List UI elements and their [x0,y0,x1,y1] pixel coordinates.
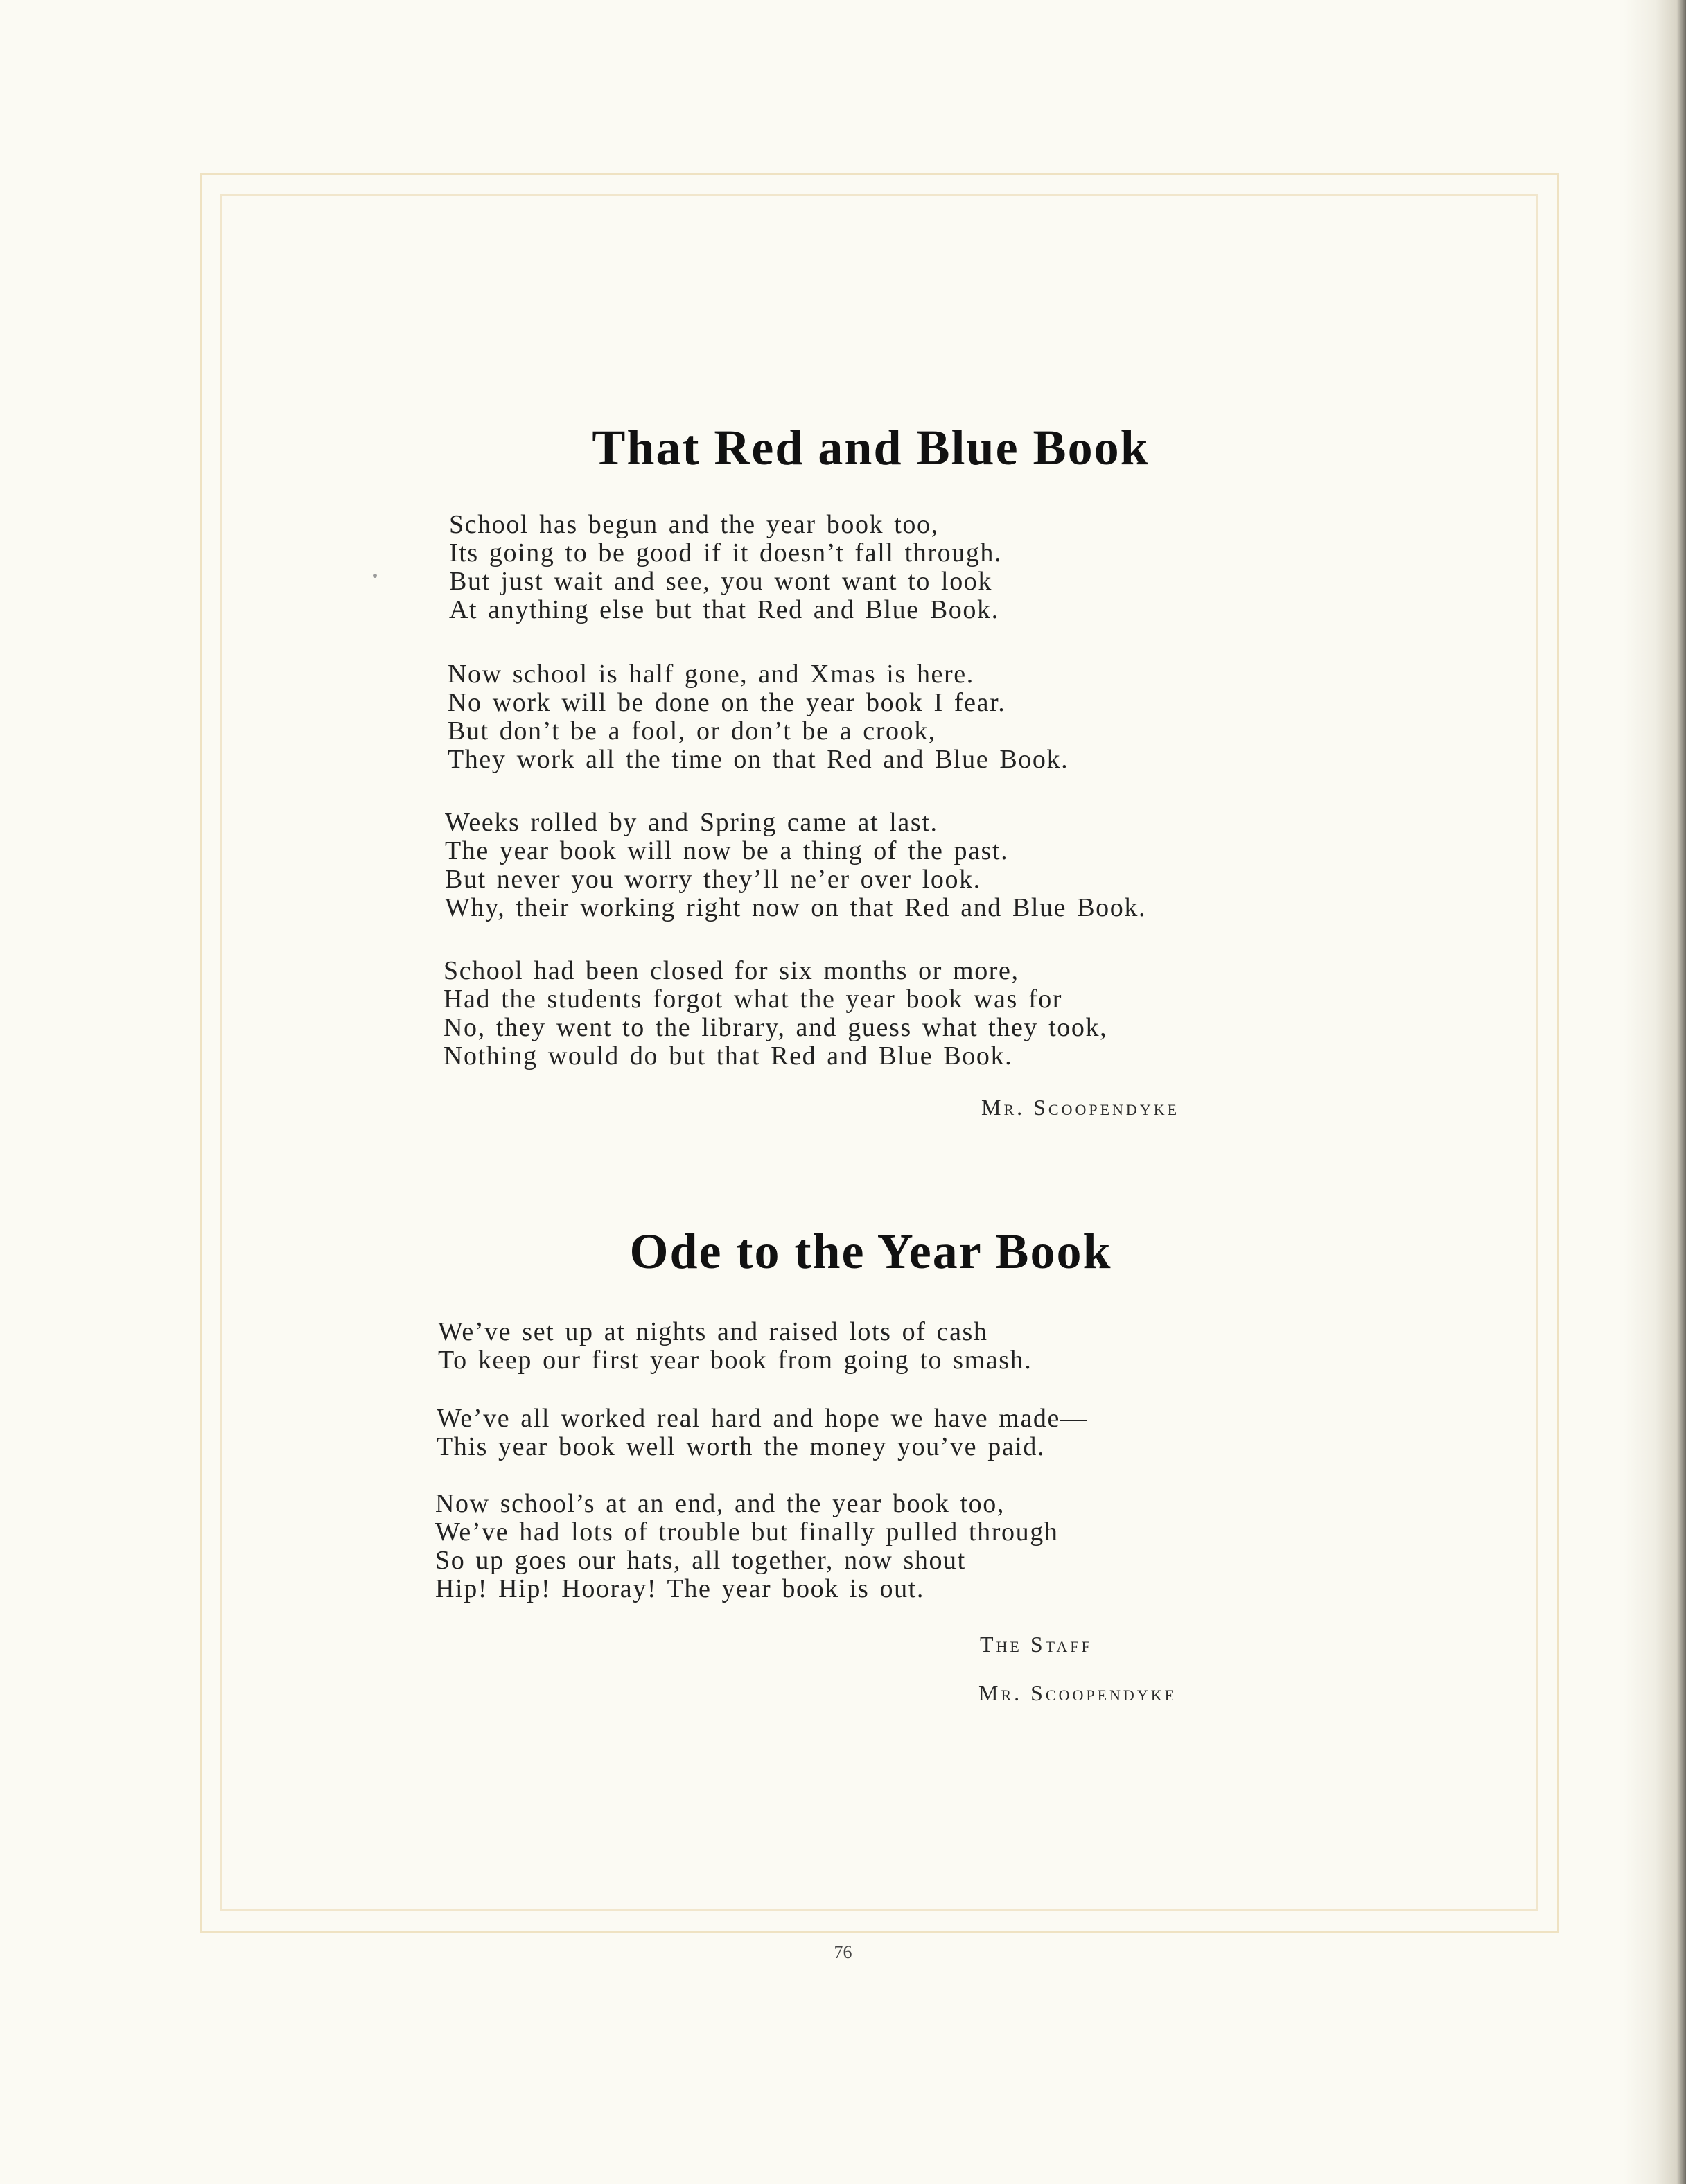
poem-line: Now school’s at an end, and the year book too, [435,1489,1005,1518]
poem-line: We’ve set up at nights and raised lots of cash [438,1317,988,1346]
poem-line: Its going to be good if it doesn’t fall through. [449,538,1003,567]
poem-line: We’ve all worked real hard and hope we have made— [437,1404,1088,1433]
poem-title: Ode to the Year Book [629,1224,1112,1279]
poem-line: Weeks rolled by and Spring came at last. [445,808,938,837]
poem-line: Now school is half gone, and Xmas is here. [448,660,974,689]
author-credit: The Staff [980,1632,1093,1657]
poem-line: But don’t be a fool, or don’t be a crook, [448,716,936,746]
poem-stanza [438,1318,1032,1375]
poem-stanza [449,511,1002,624]
poem-line: Why, their working right now on that Red and Blue Book. [445,893,1147,922]
poem-line: Nothing would do but that Red and Blue Book. [444,1041,1013,1071]
poem-stanza [437,1404,1088,1461]
poem-line: School had been closed for six months or more, [444,956,1019,985]
author-credit: Mr. Scoopendyke [981,1095,1180,1120]
poem-line: This year book well worth the money you’ve paid. [437,1432,1046,1461]
page-number: 76 [834,1942,852,1962]
poem-line: They work all the time on that Red and Blue Book. [448,745,1069,774]
poem-line: No, they went to the library, and guess what they took, [444,1013,1108,1042]
poem-stanza [435,1490,1058,1603]
poem-line: But never you worry they’ll ne’er over look. [445,865,981,894]
poem-line: But just wait and see, you wont want to look [449,567,992,596]
poem-line: No work will be done on the year book I fear. [448,688,1006,717]
poem-title: That Red and Blue Book [592,420,1150,475]
poem-stanza [448,660,1069,774]
page-edge-shadow [1624,0,1686,2184]
poem-line: Hip! Hip! Hooray! The year book is out. [435,1574,925,1603]
ink-speck [373,574,377,578]
poem-stanza [444,957,1107,1071]
poem-line: The year book will now be a thing of the past. [445,836,1009,865]
poem-line: At anything else but that Red and Blue Book. [449,595,999,624]
poem-line: So up goes our hats, all together, now shout [435,1546,966,1575]
poem-line: We’ve had lots of trouble but finally pulled through [435,1517,1059,1547]
poem-line: Had the students forgot what the year book was for [444,985,1063,1014]
author-credit: Mr. Scoopendyke [978,1680,1177,1705]
poem-line: School has begun and the year book too, [449,510,939,539]
poem-stanza [445,809,1146,922]
poem-line: To keep our first year book from going to smash. [438,1346,1033,1375]
